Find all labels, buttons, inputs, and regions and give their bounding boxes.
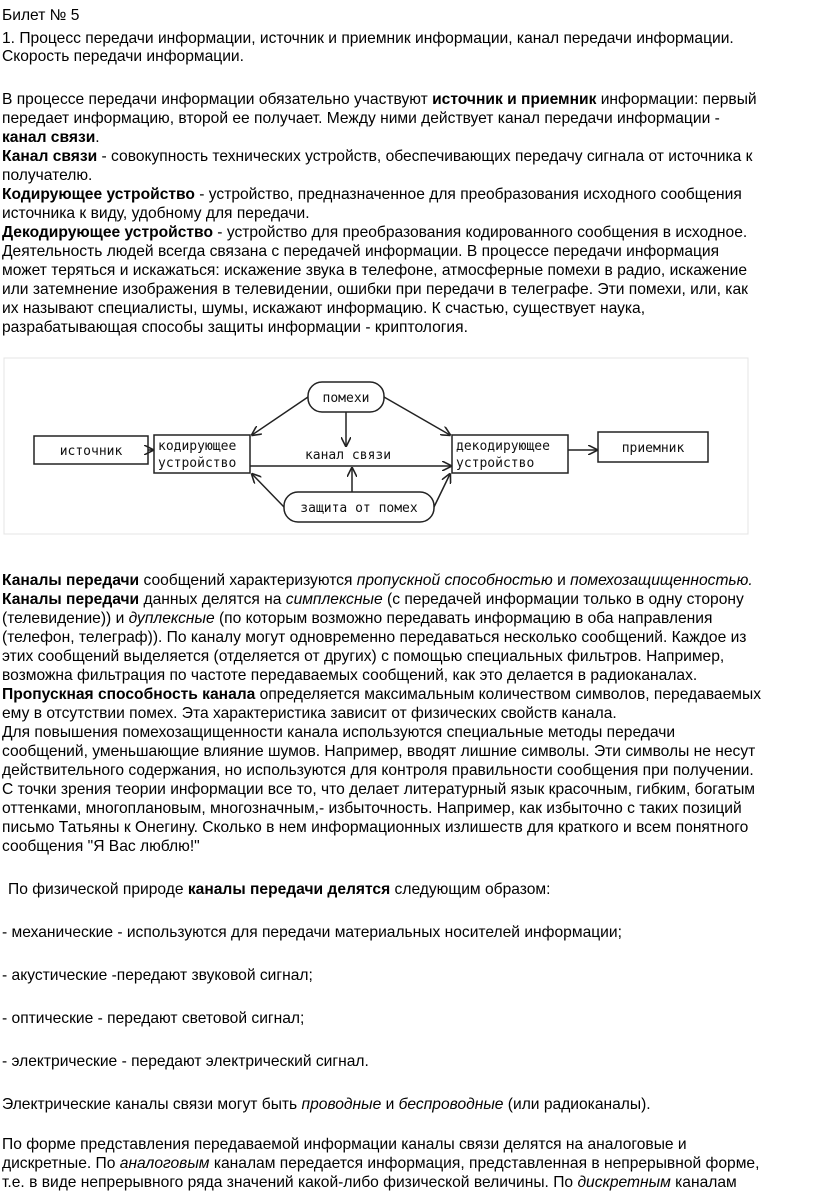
decoder-label-2: устройство [456, 456, 535, 471]
intro-line: канал связи. [2, 129, 100, 146]
channel-label: канал связи [304, 448, 392, 463]
definition-encoder: Кодирующее устройство - устройство, предназначенное для преобразования исходного сообщения [2, 186, 742, 203]
body-line: ему в отсутствии помех. Эта характеристика зависит от физических свойств канала. [2, 705, 617, 722]
arrow-protection-encoder [252, 474, 284, 507]
intro-line: или затемнение изображения в телевидении, ошибки при передачи в телеграфе. Эти помехи, или, как [2, 281, 748, 298]
body-line: (телефон, телеграф)). По каналу могут одновременно передаваться несколько сообщений. Каждое из [2, 629, 747, 646]
list-item: - электрические - передают электрический сигнал. [2, 1053, 369, 1070]
decoder-label-1: декодирующее [456, 439, 550, 454]
body-line: сообщений, уменьшающие влияние шумов. Например, вводят лишние символы. Эти символы не несут [2, 743, 756, 760]
body-line: Каналы передачи сообщений характеризуются пропускной способностью и помехозащищенностью. [2, 572, 753, 589]
body-line: письмо Татьяны к Онегину. Сколько в нем информационных излишеств для краткого и всем понятного [2, 819, 749, 836]
intro-line: В процессе передачи информации обязательно участвуют источник и приемник информации: первый [2, 91, 757, 108]
intro-line: Деятельность людей всегда связана с передачей информации. В процессе передачи информация [2, 243, 720, 260]
question-line-1: 1. Процесс передачи информации, источник и приемник информации, канал передачи информации. [2, 30, 734, 47]
form-line: дискретные. По аналоговым каналам передается информация, представленная в непрерывной форме, [2, 1155, 760, 1172]
noise-label: помехи [322, 391, 370, 406]
list-item: - оптические - передают световой сигнал; [2, 1010, 305, 1027]
body-line: Каналы передачи данных делятся на симплексные (с передачей информации только в одну сторону [2, 591, 744, 608]
form-line: По форме представления передаваемой информации каналы связи делятся на аналоговые и [2, 1136, 687, 1153]
electric-channels-line: Электрические каналы связи могут быть проводные и беспроводные (или радиоканалы). [2, 1096, 651, 1113]
form-line: т.е. в виде непрерывного ряда значений какой-либо физической величины. По дискретным каналам [2, 1174, 737, 1191]
encoder-label-1: кодирующее [158, 439, 237, 454]
source-label: источник [59, 444, 123, 459]
protection-label: защита от помех [300, 501, 418, 516]
body-line: Пропускная способность канала определяется максимальным количеством символов, передаваемых [2, 686, 761, 703]
encoder-label-2: устройство [158, 456, 237, 471]
intro-line: передает информацию, второй ее получает. Между ними действует канал передачи информации - [2, 110, 720, 127]
list-item: - механические - используются для передачи материальных носителей информации; [2, 924, 622, 941]
intro-line: разрабатывающая способы защиты информации - криптология. [2, 319, 468, 336]
list-item: - акустические -передают звуковой сигнал; [2, 967, 313, 984]
body-line: оттенками, многоплановым, многозначным,- избыточность. Например, как избыточно с таких позиций [2, 800, 742, 817]
communication-diagram [2, 356, 762, 536]
intro-line: их называют специалисты, шумы, искажают информацию. К счастью, существует наука, [2, 300, 646, 317]
receiver-label: приемник [621, 441, 685, 456]
body-line: сообщения "Я Вас люблю!" [2, 838, 200, 855]
body-line: действительного содержания, но используются для контроля правильности сообщения при получении. [2, 762, 754, 779]
intro-line: получателю. [2, 167, 93, 184]
arrow-noise-decoder [384, 397, 450, 435]
intro-line: может теряться и искажаться: искажение звука в телефоне, атмосферные помехи в радио, искажение [2, 262, 748, 279]
ticket-title: Билет № 5 [2, 7, 80, 24]
body-line: этих сообщений выделяется (отделяется от других) с помощью специальных фильтров. Например, [2, 648, 725, 665]
body-line: возможна фильтрация по частоте передаваемых сообщений, как это делается в радиоканалах. [2, 667, 698, 684]
body-line: Для повышения помехозащищенности канала используются специальные методы передачи [2, 724, 676, 741]
body-line: (телевидение)) и дуплексные (по которым возможно передавать информацию в оба направления [2, 610, 713, 627]
question-line-2: Скорость передачи информации. [2, 48, 244, 65]
arrow-noise-encoder [252, 397, 308, 435]
arrow-protection-decoder [434, 474, 450, 507]
types-intro: По физической природе каналы передачи делятся следующим образом: [8, 881, 551, 898]
body-line: С точки зрения теории информации все то, что делает литературный язык красочным, гибким, богатым [2, 781, 756, 798]
definition-channel: Канал связи - совокупность технических устройств, обеспечивающих передачу сигнала от источника к [2, 148, 753, 165]
intro-line: источника к виду, удобному для передачи. [2, 205, 310, 222]
definition-decoder: Декодирующее устройство - устройство для преобразования кодированного сообщения в исходное. [2, 224, 748, 241]
